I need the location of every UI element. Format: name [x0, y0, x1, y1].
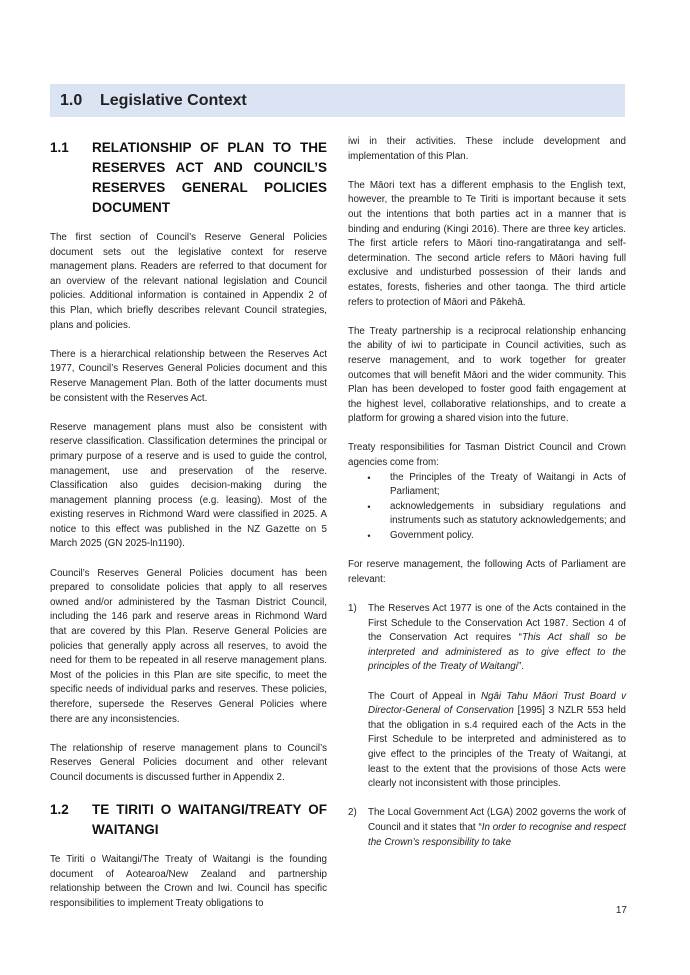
paragraph: For reserve management, the following Acts of Parliament are relevant:	[348, 559, 626, 585]
item-label: 1)	[348, 603, 357, 614]
quote: This Act shall so be interpreted and administered as to give effect to the principles of the Treaty of Waitangi	[368, 632, 626, 673]
banner-title: Legislative Context	[100, 91, 247, 109]
quote: In order to recognise and respect the Crown’s responsibility to take	[368, 821, 626, 848]
numbered-item-1	[348, 602, 626, 792]
list-item: • acknowledgements in subsidiary regulations and instruments such as statutory acknowledgements; and	[348, 500, 626, 529]
heading-number: 1.2	[50, 802, 69, 818]
left-column	[50, 138, 327, 912]
page-number: 17	[615, 905, 627, 916]
bullet-glyph: •	[367, 472, 371, 483]
heading-1-2	[50, 800, 327, 840]
paragraph: The first section of Council’s Reserve General Policies document sets out the legislative context for reserve management plans. Readers are referred to that document for an overview of the relevant national legislation and Council policies. Additional information is contained in Appendix 2 of this Plan, which briefly describes relevant Council strategies, plans and policies.	[50, 232, 327, 331]
paragraph: Reserve management plans must also be consistent with reserve classification. Classification determines the principal or primary purpose of a reserve and is used to guide the control, management, use and preservation of the reserve. Classification also guides decision-making during the management planning process (e.g. leasing). Most of the existing reserves in Richmond Ward were classified in 2025. A notice to this effect was published in the NZ Gazette on 5 March 2025 (GN 2025-ln1190).	[50, 421, 327, 550]
case-name: Ngāi Tahu Māori Trust Board v Director-General of Conservation	[368, 690, 626, 717]
paragraph: The relationship of reserve management plans to Council’s Reserves General Policies document and other relevant Council documents is discussed further in Appendix 2.	[50, 742, 327, 783]
section-banner	[50, 84, 625, 117]
bullet-list	[348, 471, 626, 544]
paragraph: iwi in their activities. These include development and implementation of this Plan.	[348, 136, 626, 162]
banner-number: 1.0	[60, 91, 83, 109]
paragraph: The Māori text has a different emphasis to the English text, however, the preamble to Te Tiriti is important because it sets out the intentions that both parties act in a manner that is binding and enduring (Kingi 2016). There are three key articles. The first article refers to Māori tino-rangatiratanga and self-determination. The second article refers to Māori having full exclusive and undisturbed possession of their lands and estates, forests, fisheries and other taonga. The third article refers to protection of Māori and Pākehā.	[348, 179, 626, 308]
list-item: • the Principles of the Treaty of Waitangi in Acts of Parliament;	[348, 471, 626, 500]
paragraph: The Local Government Act (LGA) 2002 governs the work of Council and it states that “In order to recognise and respect the Crown’s responsibility to take	[368, 807, 626, 848]
list-item: • Government policy.	[348, 529, 626, 544]
item-label: 2)	[348, 807, 357, 819]
paragraph: The Court of Appeal in Ngāi Tahu Māori Trust Board v Director-General of Conservation [1995] 3 NZLR 553 held that the obligation in s.4 required each of the Acts in the First Schedule to be interpreted and administered as to give effect to the principles of the Treaty of Waitangi, at least to the extent that the provisions of those Acts were clearly not inconsistent with those principles.	[368, 690, 626, 790]
bullet-glyph: •	[367, 501, 371, 512]
right-column	[348, 135, 626, 865]
paragraph: There is a hierarchical relationship between the Reserves Act 1977, Council’s Reserves General Policies document and this Reserve Management Plan. Both of the latter documents must be consistent with the Reserves Act.	[50, 348, 327, 404]
paragraph: Treaty responsibilities for Tasman District Council and Crown agencies come from:	[348, 442, 626, 469]
paragraph: The Treaty partnership is a reciprocal relationship enhancing the ability of iwi to participate in Council activities, such as reserve management, and to work together for greater outcomes that will benefit Māori and the wider community. This Plan has been developed to foster good faith engagement at the highest level, collaborative relationships, and to create a platform for growing a shared vision into the future.	[348, 325, 626, 425]
paragraph: The Reserves Act 1977 is one of the Acts contained in the First Schedule to the Conservation Act 1987. Section 4 of the Conservation Act requires “This Act shall so be interpreted and administered as to give effect to the principles of the Treaty of Waitangi”.	[368, 603, 626, 673]
paragraph: Te Tiriti o Waitangi/The Treaty of Waitangi is the founding document of Aotearoa/New Zealand and partnership relationship between the Crown and Iwi. Council has specific responsibilities to implement Treaty obligations to	[50, 854, 327, 909]
heading-title: RELATIONSHIP OF PLAN TO THE RESERVES ACT AND COUNCIL’S RESERVES GENERAL POLICIES DOCUMENT	[92, 140, 327, 215]
heading-1-1	[50, 138, 327, 218]
paragraph: Council’s Reserves General Policies document has been prepared to consolidate policies that apply to all reserves owned and/or administered by the Tasman District Council, including the 146 park and reserve areas in Richmond Ward that are covered by this Plan. Reserve General Policies are policies that generally apply across all reserves, to avoid the need for them to be repeated in all reserve management plans. Most of the policies in this Plan are site specific, to meet the specific needs of individual parks and reserves. These policies, therefore, supersede the Reserves General Policies where there are any inconsistencies.	[50, 567, 327, 725]
bullet-glyph: •	[367, 531, 371, 542]
heading-number: 1.1	[50, 140, 69, 155]
heading-title: TE TIRITI O WAITANGI/TREATY OF WAITANGI	[92, 802, 327, 838]
numbered-item-2	[348, 806, 626, 850]
